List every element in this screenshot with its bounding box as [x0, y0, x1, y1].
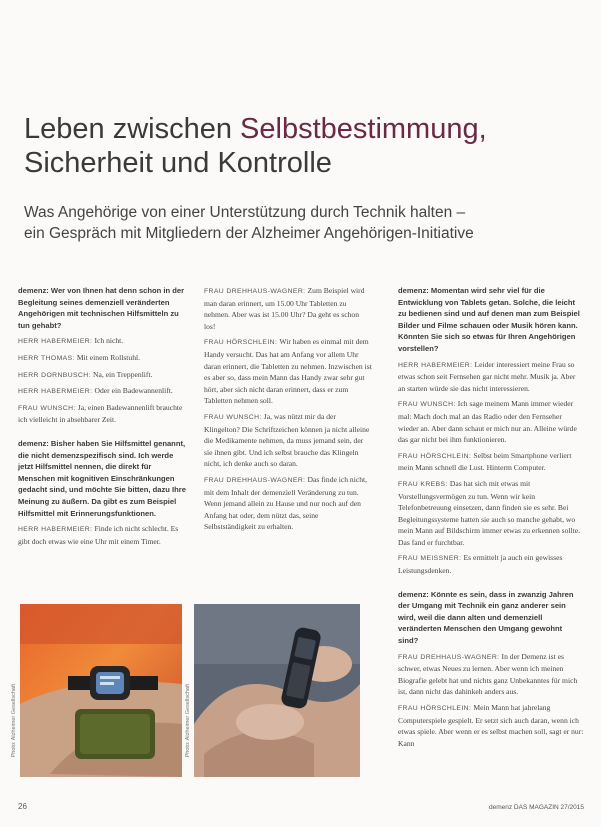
- answer: FRAU HÖRSCHLEIN: Selbst beim Smartphone verliert mein Mann schnell die Lust. Hinterm Computer.: [398, 450, 572, 473]
- answer: HERR DORNBUSCH: Na, ein Treppenlift.: [18, 369, 153, 379]
- question: demenz: Bisher haben Sie Hilfsmittel genannt, die nicht demenzspezifisch sind. Ich werde jetzt Hilfsmittel nennen, die direkt für Menschen mit kognitiven Einschränkungen gedacht sind, und möchte Sie bitten, dazu Ihre Meinung zu äußern. Da gibt es zum Beispiel Hilfsmittel mit Erinnerungsfunktionen.: [18, 438, 186, 518]
- answer: HERR HABERMEIER: Ich nicht.: [18, 336, 124, 346]
- article-title: Leben zwischen Selbstbestimmung, Sicherheit und Kontrolle: [24, 113, 487, 179]
- answer: FRAU DREHHAUS-WAGNER: Das finde ich nicht, mit dem Inhalt der demenziell Veränderung zu tun. Wenn jemand allein zu Hause und nur noch auf den Anfang hat oder, dem nützt das, seine Selbstständigkeit zu erhalten.: [204, 474, 368, 532]
- page-number: 26: [18, 802, 27, 811]
- answer: FRAU KREBS: Das hat sich mit etwas mit Vorstellungsvermögen zu tun. Wenn wir kein Telefonbetreuung einsetzen, dann finden sie es sehr. Bei Begleitungssysteme hatten sie auch so manche gehabt, wo mein Mann auf Bildschirm immer etwas zu erkennen sollte. Das fand er furchtbar.: [398, 478, 580, 547]
- column-1: [18, 285, 186, 551]
- answer: HERR HABERMEIER: Leider interessiert meine Frau so etwas schon seit Fernsehen gar nicht mehr. Musik ja. Aber an starten würde sie das nicht interessieren.: [398, 359, 576, 393]
- question: demenz: Könnte es sein, dass in zwanzig Jahren der Umgang mit Technik ein ganz anderer sein wird, weil die dann alten und demenziell veränderten Menschen den Umgang gewohnt sind?: [398, 589, 574, 646]
- answer: FRAU WUNSCH: Ja, was nützt mir da der Klingelton? Die Schriftzeichen können ja nicht alleine die Medikamente nehmen, da muss jemand sein, der sie ihnen gibt. Und ich selbst brauche das Klingeln nicht, ich denke auch so daran.: [204, 411, 370, 469]
- answer: HERR HABERMEIER: Finde ich nicht schlecht. Es gibt doch etwas wie eine Uhr mit einem Timer.: [18, 524, 179, 546]
- journal-name: demenz DAS MAGAZIN 27/2015: [488, 804, 584, 811]
- phone-image: [194, 604, 360, 777]
- answer: FRAU HÖRSCHLEIN: Wir haben es einmal mit dem Handy versucht. Das hat am Anfang vor allem Uhr daran erinnert, die Tabletten zu nehmen. Inzwischen ist es aber so, dass mein Mann das Handy zwar sehr gut hört, aber sich nicht daran erinnert, dass er zum Tabletten nehmen soll.: [204, 337, 372, 406]
- photo-phone: [185, 604, 360, 777]
- answer: FRAU WUNSCH: Ich sage meinem Mann immer wieder mal: Mach doch mal an das Radio oder den Fernseher wieder an. Aber dann schaut er mich nur an. Alleine würde das gar nicht bei ihm funktionieren.: [398, 399, 577, 445]
- answer: HERR HABERMEIER: Oder ein Badewannenlift.: [18, 386, 173, 396]
- answer: FRAU HÖRSCHLEIN: Mein Mann hat jahrelang Computerspiele gespielt. Er setzt sich auch daran, wenn ich etwas spiele. Aber wenn er es selbst machen soll, sagt er nur: Kann: [398, 703, 584, 748]
- answer: FRAU DREHHAUS-WAGNER: Zum Beispiel wird man daran erinnert, um 15.00 Uhr Tabletten zu nehmen. Aber was ist 15.00 Uhr? Da geht es schon los!: [204, 286, 365, 331]
- question: demenz: Wer von Ihnen hat denn schon in der Begleitung seines demenziell veränderten Angehörigen mit technischen Hilfsmitteln zu tun gehabt?: [18, 286, 185, 330]
- question: demenz: Momentan wird sehr viel für die Entwicklung von Tablets getan. Solche, die leicht zu bedienen sind und auf denen man zum Beispiel Bilder und Filme schauen oder Musik hören kann. Könnten Sie sich so etwas für Ihren Angehörigen vorstellen?: [398, 286, 580, 353]
- smartwatch-image: [20, 604, 182, 777]
- column-3: [398, 285, 584, 753]
- photo-credit: Photo: Alzheimer Gesellschaft: [185, 684, 191, 758]
- column-2: [204, 285, 372, 537]
- photo-credit: Photo: Alzheimer Gesellschaft: [11, 684, 17, 758]
- title-accent: Selbstbestimmung,: [240, 113, 487, 145]
- answer: FRAU DREHHAUS-WAGNER: In der Demenz ist es schwer, etwas Neues zu lernen. Aber wenn ich meinen Biografie gelebt hat und nichts ganz Unbekanntes für mich ist, dann nicht das dahinkeh anders aus.: [398, 651, 578, 697]
- answer: FRAU MEISSNER: Es ermittelt ja auch ein gewisses Leistungsdenken.: [398, 553, 563, 576]
- photo-smartwatch: [11, 604, 182, 777]
- answer: FRAU WUNSCH: Ja, einen Badewannenlift brauchte ich vielleicht in absehbarer Zeit.: [18, 402, 183, 425]
- article-subtitle: Was Angehörige von einer Unterstützung durch Technik halten – ein Gespräch mit Mitgliedern der Alzheimer Angehörigen-Initiative: [24, 204, 474, 242]
- answer: HERR THOMAS: Mit einem Rollstuhl.: [18, 352, 140, 362]
